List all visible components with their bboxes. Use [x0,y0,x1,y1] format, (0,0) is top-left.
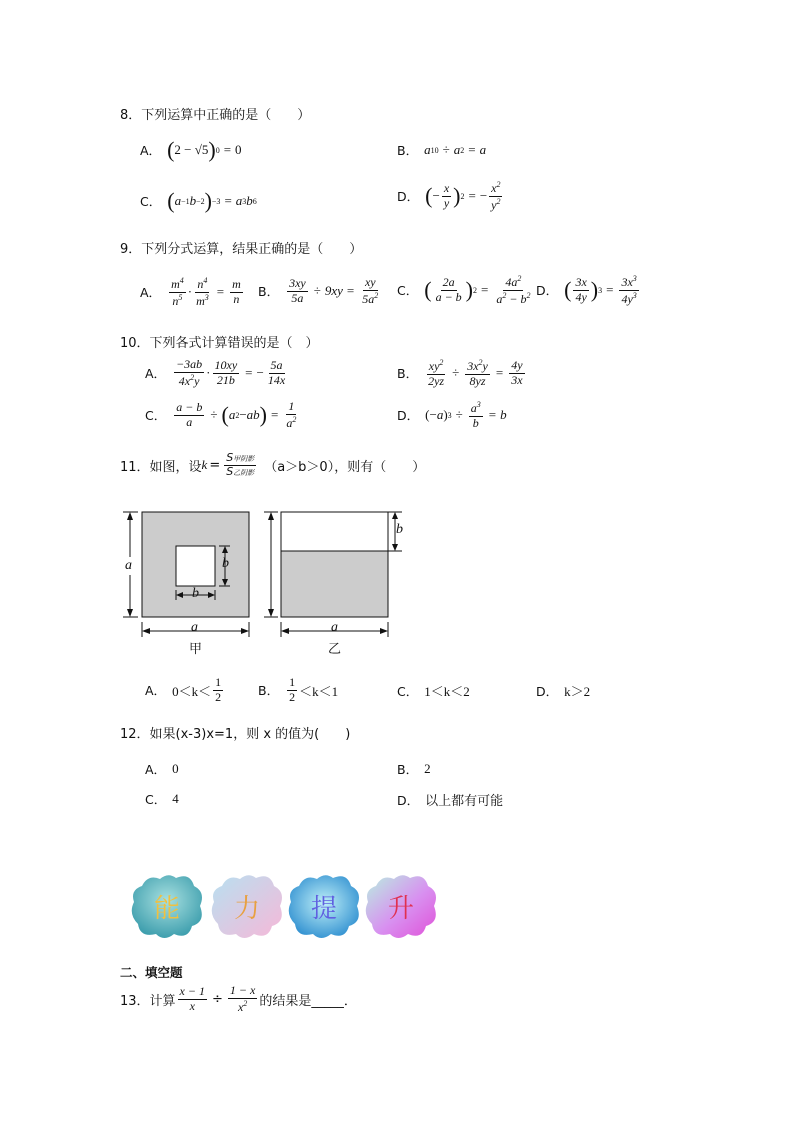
fig-yi-b-right: b [396,522,403,537]
q8-option-b: B． a 10 ÷ a 2 = a [397,142,487,158]
q10-option-b: B． $\frac{xy^2}{2yz}$ ÷ $\frac{3x^2y}{8yz}$ = $\frac{4y}{3x}$ [397,358,523,388]
question-13-stem: 13．计算 $\frac{x - 1}{x}$ ÷ $\frac{1 - x}{x^2}$ 的结果是_____． [120,983,357,1014]
question-9-stem: 9．下列分式运算，结果正确的是（ ） [120,242,363,257]
q12-option-b: B． 2 [397,761,431,777]
fig-yi-a-bottom: a [331,620,338,635]
q9-option-a: A． $\frac{m^4}{n^5}$ · $\frac{n^4}{m^3}$ = $\frac{m}{n}$ [140,276,241,308]
q9-option-b: B． $\frac{3xy}{5a}$ ÷ 9xy = $\frac{xy}{5a^2}$ [258,275,379,306]
section-title: 二、填空题 [120,965,183,980]
badge-li: 力 [208,870,286,942]
question-8-stem: 8．下列运算中正确的是（ ） [120,108,311,123]
q8-option-c: C． ( a −1 b −2 ) −3 = a 3 b 6 [140,188,257,213]
q9-option-c: C． ( $\frac{2a}{a - b}$ ) 2 = $\frac{4a^2}{a^2 - b^2}$ [397,274,531,306]
q10-option-d: D． (− a ) 3 ÷ $\frac{a^3}{b}$ = b [397,400,507,430]
fig-jia-b-right: b [222,556,229,571]
fig-jia-caption: 甲 [189,642,203,657]
q12-option-a: A． 0 [145,761,179,777]
question-10-stem: 10．下列各式计算错误的是（ ） [120,336,319,351]
fig-jia-a-bottom: a [191,620,198,635]
fig-jia-a-left: a [125,558,132,573]
badge-neng: 能 [128,870,206,942]
q8-option-a: A． ( 2 − √5 ) 0 = 0 [140,137,242,162]
question-12-stem: 12．如果(x-3)x=1，则 x 的值为( ) [120,727,351,742]
q10-option-c: C． $\frac{a - b}{a}$ ÷ ( a 2 − ab ) = $\frac{1}{a^2}$ [145,399,297,430]
fig-yi-caption: 乙 [328,642,342,657]
badge-ti: 提 [285,870,363,942]
badge-sheng: 升 [362,870,440,942]
q11-option-d: D． k＞2 [536,683,591,699]
q11-option-c: C． 1＜k＜2 [397,683,470,699]
question-11-stem: 11．如图，设 k = $\frac{\text{S甲阴影}}{\text{S乙阴影}}$ （a＞b＞0），则有（ ） [120,451,426,478]
q10-option-a: A． $\frac{-3ab}{4x^2y}$ · $\frac{10xy}{21b}$ = − $\frac{5a}{14x}$ [145,357,286,388]
q11-option-b: B． $\frac{1}{2}$ ＜k＜1 [258,675,339,704]
fig-jia-b-bottom: b [192,586,199,601]
q8-option-d: D． ( − $\frac{x}{y}$ ) 2 = − $\frac{x^2}{y^2}$ [397,180,501,212]
q12-option-d: D． 以上都有可能 [397,792,504,809]
q11-option-a: A． 0＜k＜ $\frac{1}{2}$ [145,675,222,704]
q12-option-c: C． 4 [145,791,179,807]
q9-option-d: D． ( $\frac{3x}{4y}$ ) 3 = $\frac{3x^3}{4y^3}$ [536,274,637,306]
